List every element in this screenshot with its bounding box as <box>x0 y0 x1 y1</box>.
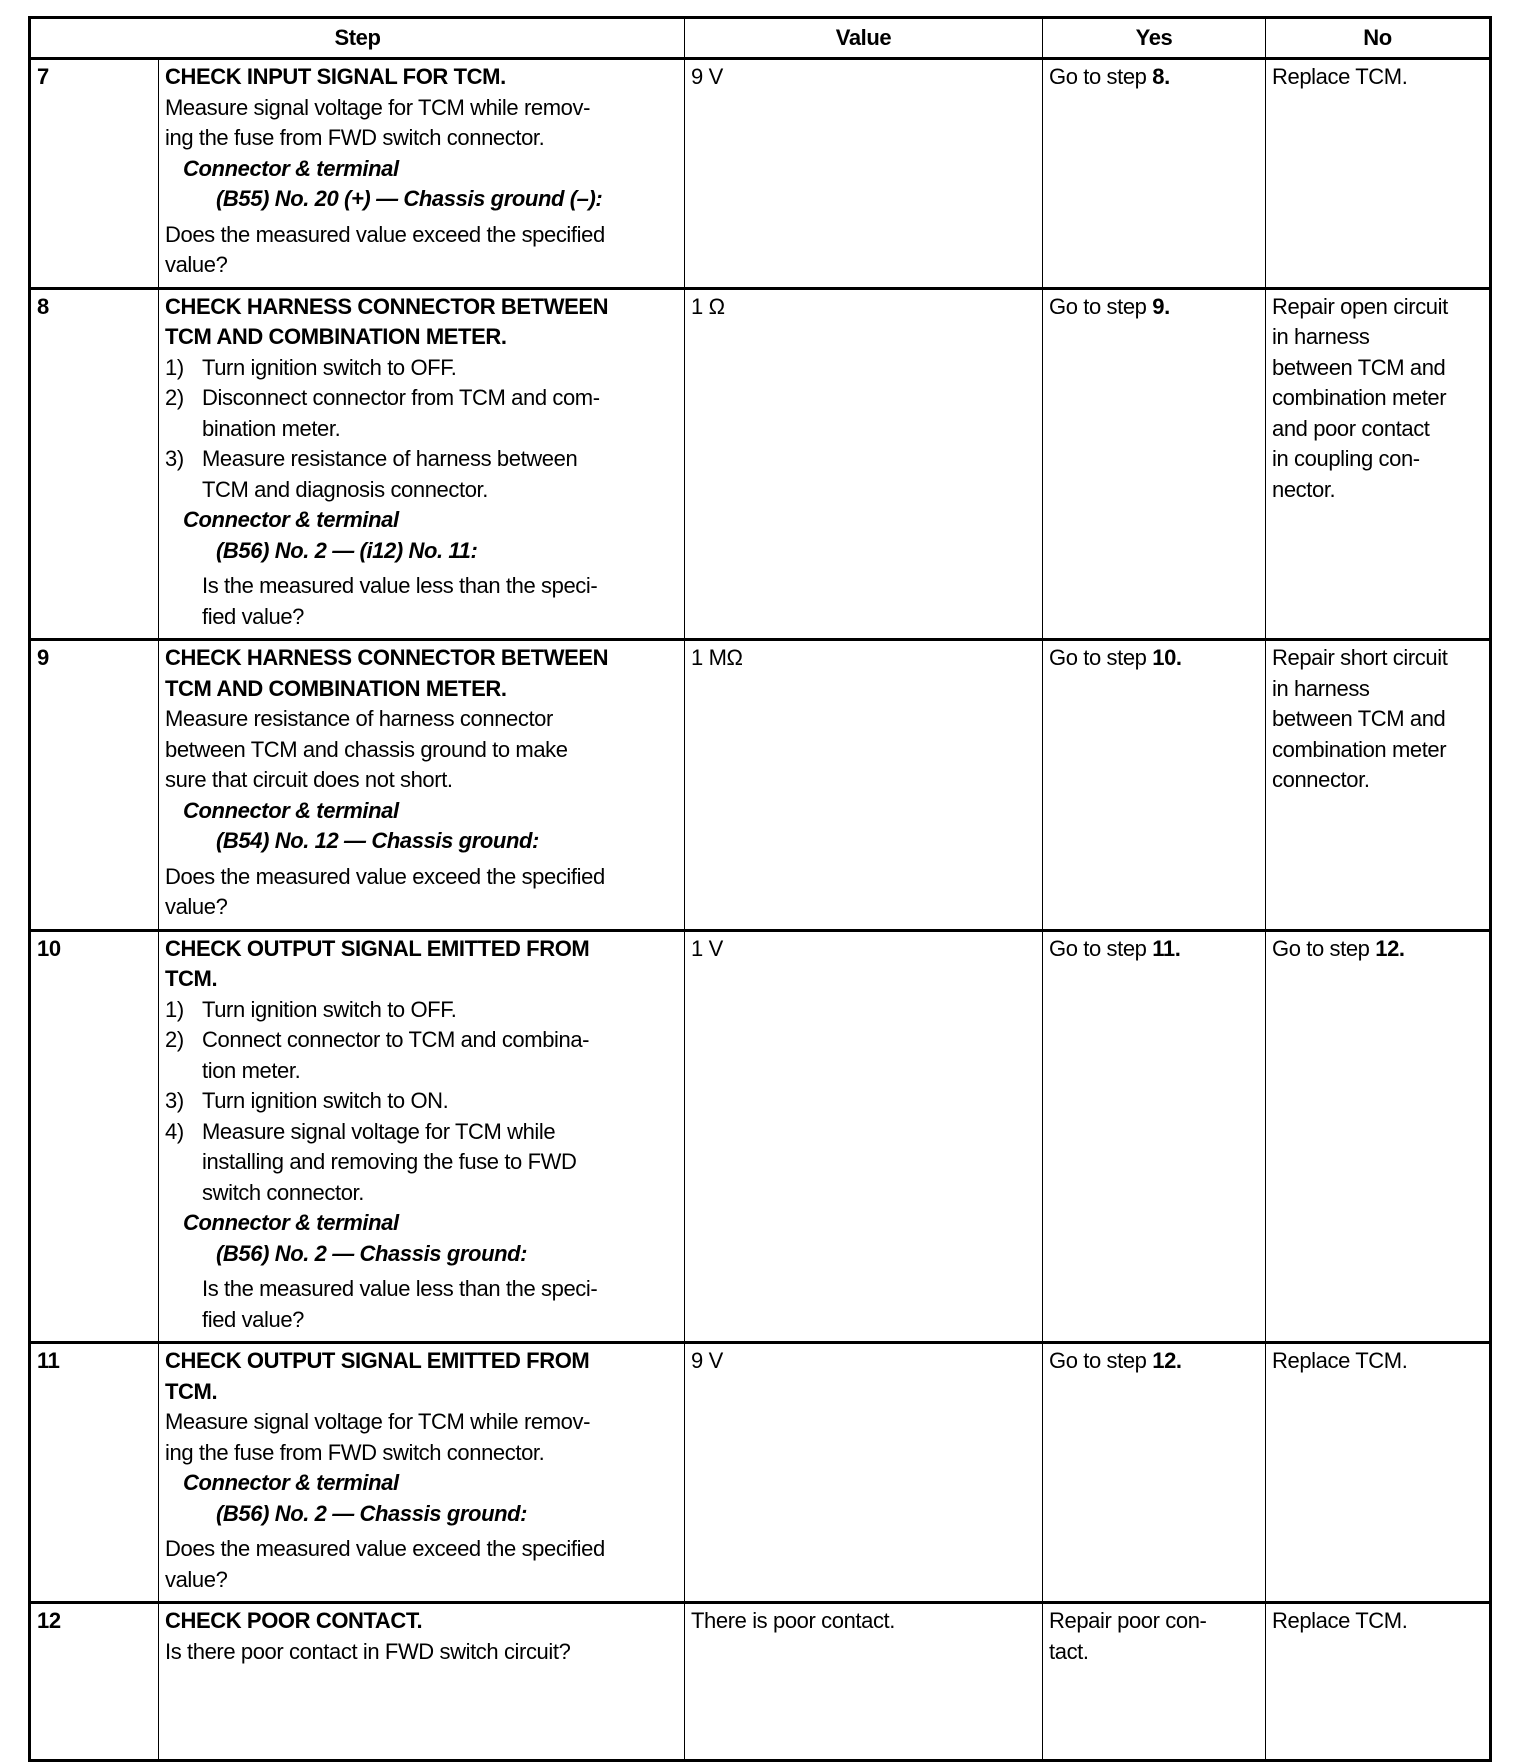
step-text: Measure resistance of harness between <box>202 446 578 471</box>
step-description <box>159 930 685 1343</box>
step-line <box>165 62 678 93</box>
list-marker: 2) <box>165 385 184 410</box>
step-number: 11 <box>30 1343 159 1603</box>
step-text: (B55) No. 20 (+) — Chassis ground (–): <box>216 186 603 211</box>
step-text: Turn ignition switch to ON. <box>202 1088 449 1113</box>
step-line <box>165 704 678 735</box>
step-text: (B56) No. 2 — Chassis ground: <box>216 1500 528 1526</box>
no-line: in harness <box>1272 675 1370 701</box>
step-text: Does the measured value exceed the specified <box>165 1536 605 1561</box>
value-cell: 1 Ω <box>685 288 1043 640</box>
step-line <box>165 1377 678 1408</box>
step-line <box>165 1637 678 1668</box>
header-step: Step <box>30 18 685 59</box>
no-line: between TCM and <box>1272 354 1446 380</box>
yes-cell <box>1043 59 1266 289</box>
step-text: fied value? <box>202 603 305 629</box>
table-row <box>30 1603 1491 1761</box>
step-text: CHECK INPUT SIGNAL FOR TCM. <box>165 64 506 89</box>
yes-cell <box>1043 640 1266 931</box>
yes-step-ref: 10. <box>1152 645 1182 670</box>
step-line <box>165 1305 678 1336</box>
step-line <box>165 475 678 506</box>
no-cell <box>1266 930 1491 1343</box>
step-text: (B56) No. 2 — (i12) No. 11: <box>216 537 478 563</box>
troubleshooting-table <box>28 16 1492 1762</box>
step-line <box>165 1178 678 1209</box>
no-line: Replace TCM. <box>1272 1348 1408 1373</box>
step-text: Turn ignition switch to OFF. <box>202 996 457 1022</box>
value-cell: 9 V <box>685 1343 1043 1603</box>
step-line <box>165 1117 678 1148</box>
step-text: TCM AND COMBINATION METER. <box>165 675 507 701</box>
step-line <box>165 1239 678 1270</box>
step-line <box>165 1147 678 1178</box>
header-no: No <box>1266 18 1491 59</box>
list-marker: 1) <box>165 996 184 1022</box>
step-description <box>159 640 685 931</box>
step-line <box>165 765 678 796</box>
step-line <box>165 220 678 251</box>
yes-line: Repair poor con- <box>1049 1608 1207 1633</box>
step-text: Measure signal voltage for TCM while <box>202 1118 556 1144</box>
step-description <box>159 288 685 640</box>
step-line <box>165 674 678 705</box>
yes-cell <box>1043 1343 1266 1603</box>
step-text: fied value? <box>202 1306 305 1332</box>
table-row <box>30 59 1491 289</box>
step-line <box>165 571 678 602</box>
value-cell: 9 V <box>685 59 1043 289</box>
step-text: (B54) No. 12 — Chassis ground: <box>216 828 539 853</box>
step-line <box>165 292 678 323</box>
step-number: 7 <box>30 59 159 289</box>
step-text: TCM. <box>165 1378 218 1404</box>
yes-cell <box>1043 288 1266 640</box>
step-text: TCM. <box>165 966 218 991</box>
step-description <box>159 59 685 289</box>
table-row <box>30 640 1491 931</box>
step-line <box>165 123 678 154</box>
step-text: Turn ignition switch to OFF. <box>202 354 457 380</box>
step-text: Measure signal voltage for TCM while remov- <box>165 1409 591 1434</box>
no-cell <box>1266 59 1491 289</box>
step-line <box>165 1499 678 1530</box>
no-line: combination meter <box>1272 736 1447 762</box>
yes-line: tact. <box>1049 1638 1089 1664</box>
step-text: value? <box>165 1566 228 1592</box>
step-line <box>165 536 678 567</box>
step-line <box>165 1606 678 1637</box>
table-row <box>30 288 1491 640</box>
step-line <box>165 322 678 353</box>
header-yes: Yes <box>1043 18 1266 59</box>
step-number: 8 <box>30 288 159 640</box>
step-text: between TCM and chassis ground to make <box>165 736 568 762</box>
step-text: Measure signal voltage for TCM while remov- <box>165 94 591 120</box>
step-line <box>165 1346 678 1377</box>
header-value: Value <box>685 18 1043 59</box>
step-text: TCM and diagnosis connector. <box>202 476 488 502</box>
list-marker: 3) <box>165 1088 184 1113</box>
step-description <box>159 1343 685 1603</box>
value-cell: 1 V <box>685 930 1043 1343</box>
list-marker: 1) <box>165 354 184 380</box>
step-line <box>165 826 678 857</box>
step-text: CHECK OUTPUT SIGNAL EMITTED FROM <box>165 935 590 961</box>
no-line: Repair short circuit <box>1272 645 1448 670</box>
step-line <box>165 1468 678 1499</box>
step-line <box>165 353 678 384</box>
step-text: bination meter. <box>202 415 341 441</box>
no-step-ref: 12. <box>1375 935 1405 961</box>
step-description <box>159 1603 685 1761</box>
yes-step-ref: 9. <box>1152 293 1170 319</box>
yes-text: Go to step <box>1049 645 1153 670</box>
step-line <box>165 735 678 766</box>
step-line <box>165 1086 678 1117</box>
yes-step-ref: 8. <box>1152 64 1170 89</box>
step-text: Connector & terminal <box>183 797 399 823</box>
no-cell <box>1266 640 1491 931</box>
step-text: Connector & terminal <box>183 1470 399 1495</box>
header-row <box>30 18 1491 59</box>
step-text: Is the measured value less than the speci- <box>202 573 598 598</box>
step-text: ing the fuse from FWD switch connector. <box>165 1439 545 1465</box>
step-text: CHECK POOR CONTACT. <box>165 1608 423 1633</box>
step-text: value? <box>165 252 228 277</box>
no-cell <box>1266 288 1491 640</box>
yes-text: Go to step <box>1049 935 1153 961</box>
yes-step-ref: 11. <box>1152 935 1181 961</box>
step-line <box>165 383 678 414</box>
yes-text: Go to step <box>1049 293 1153 319</box>
step-line <box>165 184 678 215</box>
no-cell <box>1266 1603 1491 1761</box>
step-text: Connect connector to TCM and combina- <box>202 1027 590 1052</box>
step-text: CHECK HARNESS CONNECTOR BETWEEN <box>165 645 609 670</box>
yes-cell <box>1043 1603 1266 1761</box>
step-text: ing the fuse from FWD switch connector. <box>165 125 545 150</box>
step-line <box>165 93 678 124</box>
step-line <box>165 1565 678 1596</box>
no-line: combination meter <box>1272 385 1447 410</box>
step-line <box>165 1407 678 1438</box>
no-line: in harness <box>1272 324 1370 349</box>
step-text: value? <box>165 894 228 919</box>
value-cell: 1 MΩ <box>685 640 1043 931</box>
step-text: Does the measured value exceed the specified <box>165 221 605 247</box>
step-text: Is there poor contact in FWD switch circuit? <box>165 1638 571 1664</box>
step-line <box>165 995 678 1026</box>
no-line: nector. <box>1272 476 1336 502</box>
step-line <box>165 643 678 674</box>
no-line: connector. <box>1272 767 1370 792</box>
no-line: Replace TCM. <box>1272 1608 1408 1633</box>
step-text: Connector & terminal <box>183 1210 399 1235</box>
step-number: 9 <box>30 640 159 931</box>
step-text: Does the measured value exceed the specified <box>165 863 605 889</box>
step-line <box>165 934 678 965</box>
step-text: (B56) No. 2 — Chassis ground: <box>216 1240 528 1266</box>
no-cell <box>1266 1343 1491 1603</box>
step-line <box>165 414 678 445</box>
step-text: Connector & terminal <box>183 507 399 532</box>
no-text: Go to step <box>1272 935 1376 961</box>
step-text: TCM AND COMBINATION METER. <box>165 324 507 349</box>
yes-text: Go to step <box>1049 64 1153 89</box>
step-line <box>165 1025 678 1056</box>
step-line <box>165 444 678 475</box>
step-line <box>165 1208 678 1239</box>
step-line <box>165 1438 678 1469</box>
step-line <box>165 250 678 281</box>
list-marker: 3) <box>165 446 184 471</box>
no-line: between TCM and <box>1272 706 1446 731</box>
yes-step-ref: 12. <box>1152 1348 1182 1373</box>
no-line: in coupling con- <box>1272 446 1420 471</box>
step-line <box>165 862 678 893</box>
step-text: CHECK OUTPUT SIGNAL EMITTED FROM <box>165 1348 590 1373</box>
step-number: 10 <box>30 930 159 1343</box>
step-text: Is the measured value less than the speci- <box>202 1276 598 1301</box>
table-row <box>30 1343 1491 1603</box>
step-line <box>165 964 678 995</box>
step-line <box>165 154 678 185</box>
list-marker: 4) <box>165 1118 184 1144</box>
step-line <box>165 892 678 923</box>
step-text: switch connector. <box>202 1179 364 1205</box>
step-line <box>165 505 678 536</box>
no-line: Replace TCM. <box>1272 64 1408 89</box>
step-text: installing and removing the fuse to FWD <box>202 1149 577 1174</box>
no-line: and poor contact <box>1272 415 1430 441</box>
step-number: 12 <box>30 1603 159 1761</box>
step-text: Disconnect connector from TCM and com- <box>202 385 600 410</box>
step-line <box>165 1534 678 1565</box>
no-line: Repair open circuit <box>1272 293 1448 319</box>
step-text: Measure resistance of harness connector <box>165 706 553 731</box>
step-text: sure that circuit does not short. <box>165 767 453 792</box>
list-marker: 2) <box>165 1027 184 1052</box>
step-text: Connector & terminal <box>183 155 399 181</box>
step-line <box>165 1274 678 1305</box>
yes-text: Go to step <box>1049 1348 1153 1373</box>
step-text: tion meter. <box>202 1057 301 1083</box>
step-line <box>165 1056 678 1087</box>
step-line <box>165 796 678 827</box>
yes-cell <box>1043 930 1266 1343</box>
step-text: CHECK HARNESS CONNECTOR BETWEEN <box>165 293 609 319</box>
value-cell: There is poor contact. <box>685 1603 1043 1761</box>
step-line <box>165 602 678 633</box>
table-row <box>30 930 1491 1343</box>
